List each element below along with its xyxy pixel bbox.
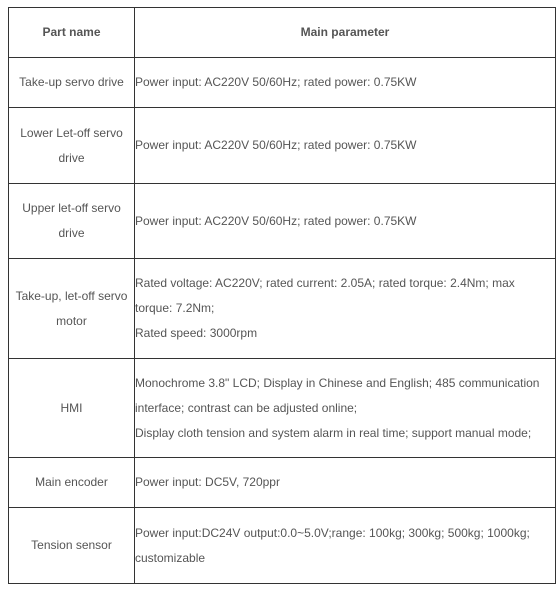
parameter-line: Display cloth tension and system alarm in real time; support manual mode; <box>135 425 532 440</box>
parameter-cell <box>135 58 556 108</box>
table-row <box>9 508 556 584</box>
header-part-name: Part name <box>9 8 135 58</box>
table-row <box>9 359 556 458</box>
parameter-line: Power input: AC220V 50/60Hz; rated power: 0.75KW <box>135 213 417 228</box>
part-name-cell: Take-up, let-off servo motor <box>9 259 135 359</box>
parameter-cell <box>135 458 556 508</box>
part-name-cell: Upper let-off servo drive <box>9 184 135 259</box>
table-row <box>9 58 556 108</box>
table-row <box>9 259 556 359</box>
part-name-cell: Main encoder <box>9 458 135 508</box>
parameter-line: Power input: AC220V 50/60Hz; rated power: 0.75KW <box>135 138 417 152</box>
parameter-cell <box>135 259 556 359</box>
parameter-line: Power input: DC5V, 720ppr <box>135 475 280 489</box>
parameter-cell <box>135 508 556 584</box>
table-row <box>9 458 556 508</box>
table-row <box>9 108 556 184</box>
parameter-cell <box>135 184 556 259</box>
parameter-line: Power input: AC220V 50/60Hz; rated power: 0.75KW <box>135 75 417 89</box>
table-row <box>9 184 556 259</box>
header-main-parameter: Main parameter <box>135 8 556 58</box>
part-name-cell: Tension sensor <box>9 508 135 584</box>
parameter-line: Rated speed: 3000rpm <box>135 326 258 340</box>
part-name-cell: Take-up servo drive <box>9 58 135 108</box>
parameter-line: Monochrome 3.8" LCD; Display in Chinese and English; 485 communication interface; contrast can be adjusted online; <box>135 375 540 415</box>
part-name-cell: HMI <box>9 359 135 458</box>
parameter-line: Rated voltage: AC220V; rated current: 2.05A; rated torque: 2.4Nm; max torque: 7.2Nm; <box>135 276 515 315</box>
part-name-cell: Lower Let-off servo drive <box>9 108 135 184</box>
parameter-cell <box>135 108 556 184</box>
spec-table <box>8 7 556 584</box>
table-header-row <box>9 8 556 58</box>
parameter-line: Power input:DC24V output:0.0~5.0V;range: 100kg; 300kg; 500kg; 1000kg; customizable <box>135 525 530 565</box>
parameter-cell <box>135 359 556 458</box>
